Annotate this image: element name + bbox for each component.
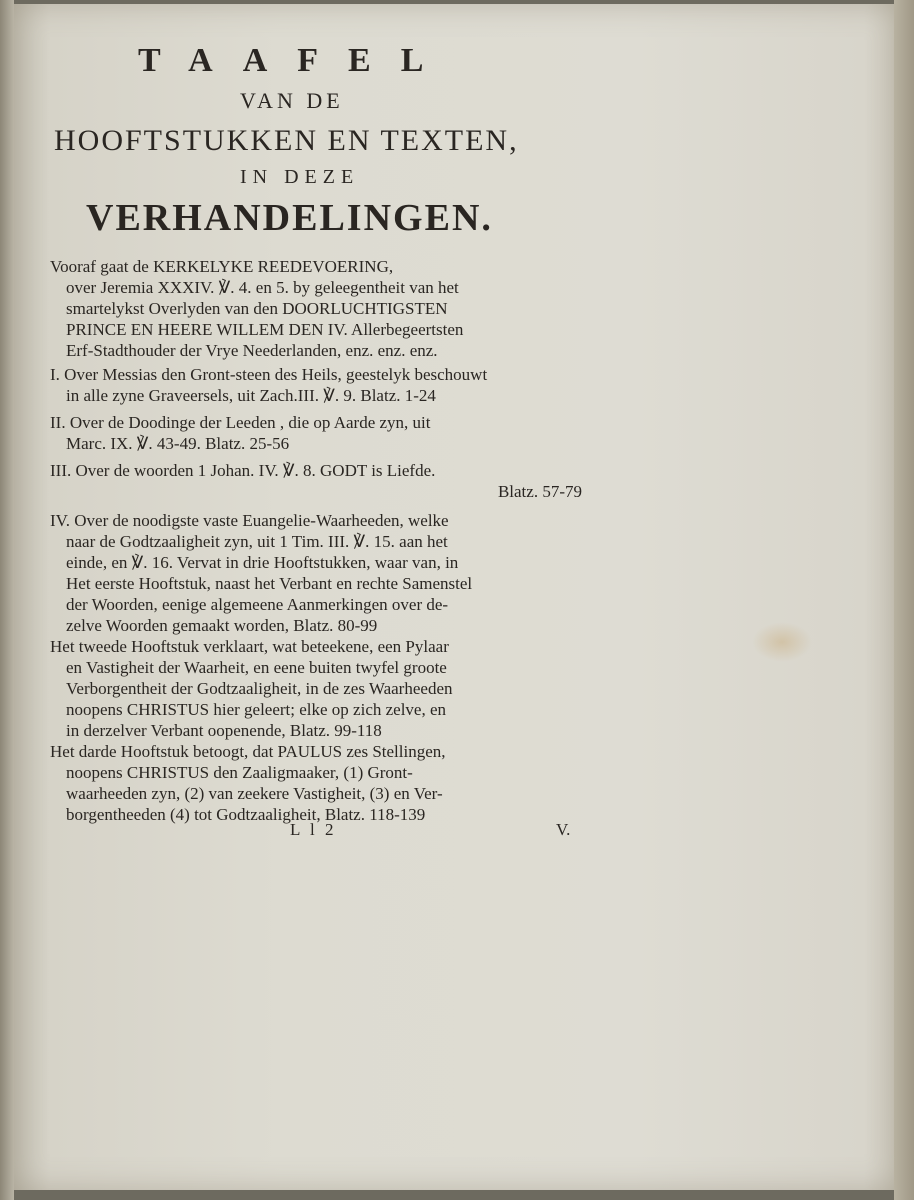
intro-line: smartelykst Overlyden van den DOORLUCHTIGSTEN (66, 299, 448, 318)
entry-line: in derzelver Verbant oopenende, Blatz. 99-118 (66, 721, 382, 740)
entry-line: der Woorden, eenige algemeene Aanmerkingen over de- (66, 595, 449, 614)
entry-line: en Vastigheit der Waarheit, en eene buiten twyfel groote (66, 658, 447, 677)
entry-line: Verborgentheit der Godtzaaligheit, in de zes Waarheeden (66, 679, 453, 698)
entry-line: II. Over de Doodinge der Leeden , die op Aarde zyn, uit (50, 413, 431, 432)
signature-mark: L l 2 (290, 820, 337, 839)
entry-line: noopens CHRISTUS hier geleert; elke op zich zelve, en (66, 700, 447, 719)
entry-line: III. Over de woorden 1 Johan. IV. ℣. 8. GODT is Liefde. (50, 461, 436, 480)
entry-line: Het eerste Hooftstuk, naast het Verbant en rechte Samenstel (66, 574, 473, 593)
entry-line: zelve Woorden gemaakt worden, Blatz. 80-99 (66, 616, 378, 635)
title-van-de: VAN DE (240, 88, 344, 113)
entry-line: Het darde Hooftstuk betoogt, dat PAULUS zes Stellingen, (50, 742, 446, 761)
entry-line: waarheeden zyn, (2) van zeekere Vastigheit, (3) en Ver- (66, 784, 443, 803)
entry-line: in alle zyne Graveersels, uit Zach.III. ℣. 9. Blatz. 1-24 (66, 386, 436, 405)
title-taafel: TAAFEL (138, 42, 454, 79)
entry-line: IV. Over de noodigste vaste Euangelie-Waarheeden, welke (50, 511, 449, 530)
intro-line: PRINCE EN HEERE WILLEM DEN IV. Allerbegeertsten (66, 320, 464, 339)
title-hooftstukken: HOOFTSTUKKEN EN TEXTEN, (54, 124, 519, 157)
entry-line: noopens CHRISTUS den Zaaligmaaker, (1) Gront- (66, 763, 413, 782)
intro-line: Erf-Stadthouder der Vrye Neederlanden, enz. enz. enz. (66, 341, 438, 360)
title-verhandelingen: VERHANDELINGEN. (86, 197, 493, 239)
title-in-deze: IN DEZE (240, 166, 360, 188)
intro-line: Vooraf gaat de KERKELYKE REEDEVOERING, (50, 257, 394, 276)
entry-line: Marc. IX. ℣. 43-49. Blatz. 25-56 (66, 434, 290, 453)
entry-line: Blatz. 57-79 (497, 482, 582, 501)
page-stain (752, 622, 812, 662)
intro-paragraph (50, 256, 582, 361)
intro-line: over Jeremia XXXIV. ℣. 4. en 5. by geleegentheit van het (66, 278, 459, 297)
page-edge (894, 0, 914, 1200)
entry-line: Het tweede Hooftstuk verklaart, wat beteekene, een Pylaar (50, 637, 449, 656)
catchword: V. (556, 820, 571, 839)
entry-line: I. Over Messias den Gront-steen des Heils, geestelyk beschouwt (50, 365, 488, 384)
book-gutter (0, 0, 14, 1200)
entry-1 (50, 364, 582, 406)
entry-line: naar de Godtzaaligheit zyn, uit 1 Tim. III. ℣. 15. aan het (66, 532, 448, 551)
entry-3 (50, 460, 582, 502)
entry-4 (50, 510, 582, 825)
entry-2 (50, 412, 582, 454)
entry-line: einde, en ℣. 16. Vervat in drie Hooftstukken, waar van, in (66, 553, 459, 572)
entry-line: borgentheeden (4) tot Godtzaaligheit, Blatz. 118-139 (66, 805, 426, 824)
